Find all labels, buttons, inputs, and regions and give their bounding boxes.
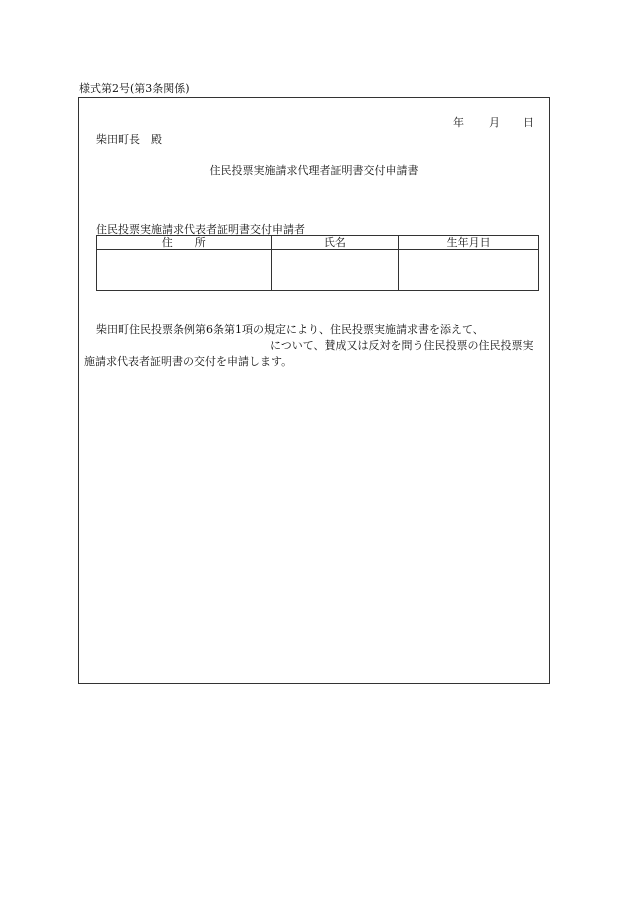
body-line-3: 施請求代表者証明書の交付を申請します。 — [84, 355, 293, 368]
name-cell[interactable] — [271, 250, 399, 291]
date-month-label: 月 — [489, 116, 500, 129]
date-day-label: 日 — [523, 116, 534, 129]
header-address: 住 所 — [97, 236, 272, 250]
document-title: 住民投票実施請求代理者証明書交付申請書 — [209, 164, 419, 177]
date-year-label: 年 — [453, 116, 464, 129]
header-name: 氏名 — [271, 236, 399, 250]
applicant-caption: 住民投票実施請求代表者証明書交付申請者 — [96, 223, 305, 236]
address-cell[interactable] — [97, 250, 272, 291]
header-birthdate: 生年月日 — [399, 236, 539, 250]
body-line-1: 柴田町住民投票条例第6条第1項の規定により、住民投票実施請求書を添えて、 — [96, 323, 484, 336]
form-number-label: 様式第2号(第3条関係) — [79, 82, 190, 95]
body-line-2: について、賛成又は反対を問う住民投票の住民投票実 — [270, 339, 534, 352]
addressee: 柴田町長 殿 — [96, 133, 162, 146]
applicant-table-header-row — [97, 236, 539, 250]
table-row — [97, 250, 539, 291]
birthdate-cell[interactable] — [399, 250, 539, 291]
form-frame — [78, 97, 550, 684]
applicant-table — [96, 235, 539, 291]
